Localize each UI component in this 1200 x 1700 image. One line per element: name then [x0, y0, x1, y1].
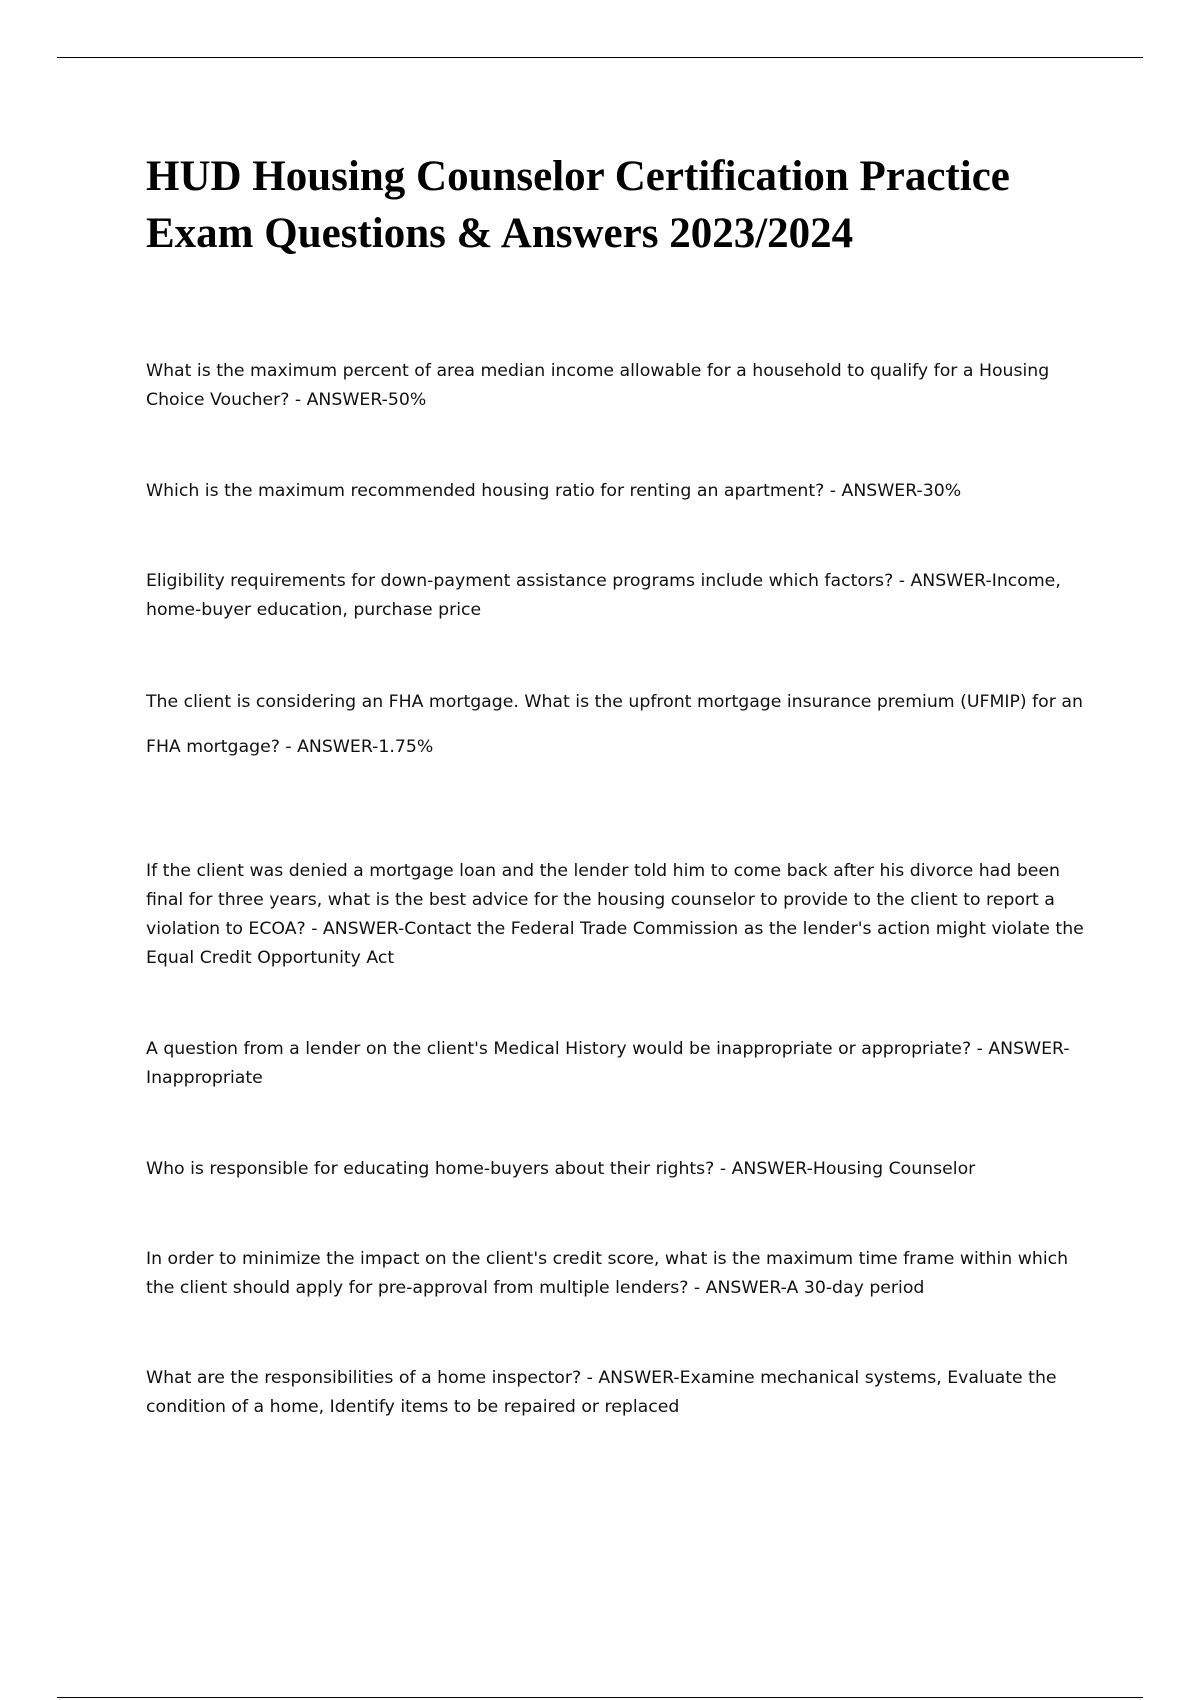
qa-item-text: Who is responsible for educating home-buyers about their rights? - ANSWER-Housing Counselor [146, 1159, 976, 1179]
qa-item-text: If the client was denied a mortgage loan and the lender told him to come back after his divorce had been final for three years, what is the best advice for the housing counselor to provide to the client to report a violation to ECOA? - ANSWER-Contact the Federal Trade Commission as the lender's action might violate the Equal Credit Opportunity Act [146, 861, 1084, 968]
qa-item-text: A question from a lender on the client's Medical History would be inappropriate or appropriate? - ANSWER-Inappropriate [146, 1039, 1070, 1088]
qa-item-9 [146, 1364, 1096, 1422]
bottom-rule [57, 1697, 1143, 1698]
qa-item-6 [146, 1035, 1096, 1093]
qa-item-1 [146, 357, 1096, 415]
qa-item-text: Eligibility requirements for down-payment assistance programs include which factors? - ANSWER-Income, home-buyer education, purchase price [146, 571, 1061, 620]
qa-item-text: The client is considering an FHA mortgage. What is the upfront mortgage insurance premium (UFMIP) for an [146, 692, 1083, 712]
qa-item-text: What is the maximum percent of area median income allowable for a household to qualify for a Housing Choice Voucher? - ANSWER-50% [146, 361, 1050, 410]
document-title: HUD Housing Counselor Certification Practice Exam Questions & Answers 2023/2024 [146, 153, 1010, 257]
qa-item-text-continued: FHA mortgage? - ANSWER-1.75% [146, 737, 434, 757]
qa-item-4 [146, 688, 1096, 762]
qa-item-8 [146, 1245, 1096, 1303]
qa-item-2 [146, 477, 1096, 506]
qa-item-3 [146, 567, 1096, 625]
qa-item-text: What are the responsibilities of a home inspector? - ANSWER-Examine mechanical systems, Evaluate the condition of a home, Identify items to be repaired or replaced [146, 1368, 1057, 1417]
qa-item-text: Which is the maximum recommended housing ratio for renting an apartment? - ANSWER-30% [146, 481, 962, 501]
qa-item-5 [146, 857, 1096, 973]
qa-item-7 [146, 1155, 1096, 1184]
top-rule [57, 57, 1143, 58]
qa-item-text: In order to minimize the impact on the client's credit score, what is the maximum time frame within which the client should apply for pre-approval from multiple lenders? - ANSWER-A 30-day period [146, 1249, 1069, 1298]
